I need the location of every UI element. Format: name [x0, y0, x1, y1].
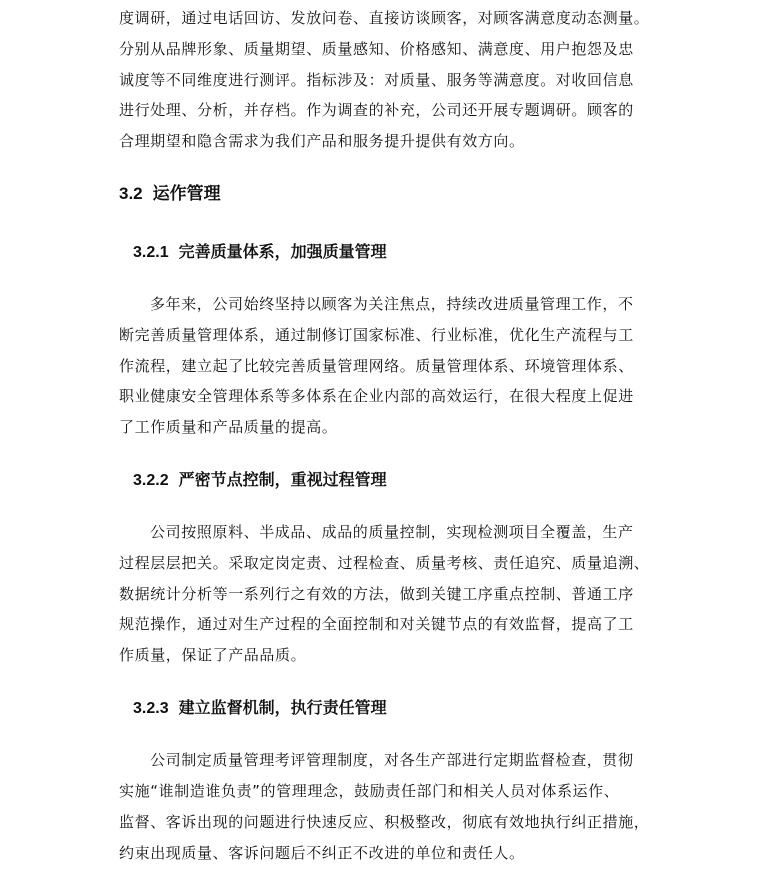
subsection-title: 建立监督机制，执行责任管理: [178, 698, 387, 717]
paragraph-line: 约束出现质量、客诉问题后不纠正不改进的单位和责任人。: [119, 844, 525, 862]
paragraph-line: 断完善质量管理体系，通过制修订国家标准、行业标准，优化生产流程与工: [119, 326, 634, 344]
subsection-number: 3.2.1: [133, 244, 169, 261]
section-number: 3.2: [119, 184, 143, 203]
subsection-heading: [133, 696, 387, 721]
section-title: 运作管理: [152, 184, 221, 204]
paragraph-line: 过程层层把关。采取定岗定责、过程检查、质量考核、责任追究、质量追溯、: [119, 554, 650, 572]
paragraph-line: 合理期望和隐含需求为我们产品和服务提升提供有效方向。: [119, 132, 525, 150]
paragraph-line: 监督、客诉出现的问题进行快速反应、积极整改，彻底有效地执行纠正措施，: [119, 813, 650, 831]
subsection-title: 严密节点控制，重视过程管理: [178, 470, 387, 489]
paragraph-line: 诚度等不同维度进行测评。指标涉及：对质量、服务等满意度。对收回信息: [119, 71, 634, 89]
subsection-heading: [133, 468, 387, 493]
paragraph-line: 作质量，保证了产品品质。: [119, 646, 307, 664]
subsection-heading: [133, 240, 387, 265]
subsection-title: 完善质量体系，加强质量管理: [178, 242, 387, 261]
paragraph-line: 进行处理、分析，并存档。作为调查的补充，公司还开展专题调研。顾客的: [119, 101, 634, 119]
paragraph-line: 作流程，建立起了比较完善质量管理网络。质量管理体系、环境管理体系、: [119, 357, 634, 375]
paragraph-line: 多年来，公司始终坚持以顾客为关注焦点，持续改进质量管理工作，不: [150, 295, 634, 313]
paragraph-line: 了工作质量和产品质量的提高。: [119, 418, 338, 436]
subsection-number: 3.2.2: [133, 472, 169, 489]
paragraph-line: 数据统计分析等一系列行之有效的方法，做到关键工序重点控制、普通工序: [119, 585, 634, 603]
paragraph-line: 度调研，通过电话回访、发放问卷、直接访谈顾客，对顾客满意度动态测量。: [119, 9, 650, 27]
paragraph-line: 公司制定质量管理考评管理制度，对各生产部进行定期监督检查，贯彻: [150, 751, 634, 769]
paragraph-line: 实施“谁制造谁负责”的管理理念，鼓励责任部门和相关人员对体系运作、: [119, 782, 620, 800]
section-heading: [119, 182, 221, 206]
paragraph-line: 职业健康安全管理体系等多体系在企业内部的高效运行，在很大程度上促进: [119, 387, 634, 405]
paragraph-line: 分别从品牌形象、质量期望、质量感知、价格感知、满意度、用户抱怨及忠: [119, 40, 634, 58]
paragraph-line: 公司按照原料、半成品、成品的质量控制，实现检测项目全覆盖，生产: [150, 523, 634, 541]
subsection-number: 3.2.3: [133, 700, 169, 717]
paragraph-line: 规范操作，通过对生产过程的全面控制和对关键节点的有效监督，提高了工: [119, 615, 634, 633]
